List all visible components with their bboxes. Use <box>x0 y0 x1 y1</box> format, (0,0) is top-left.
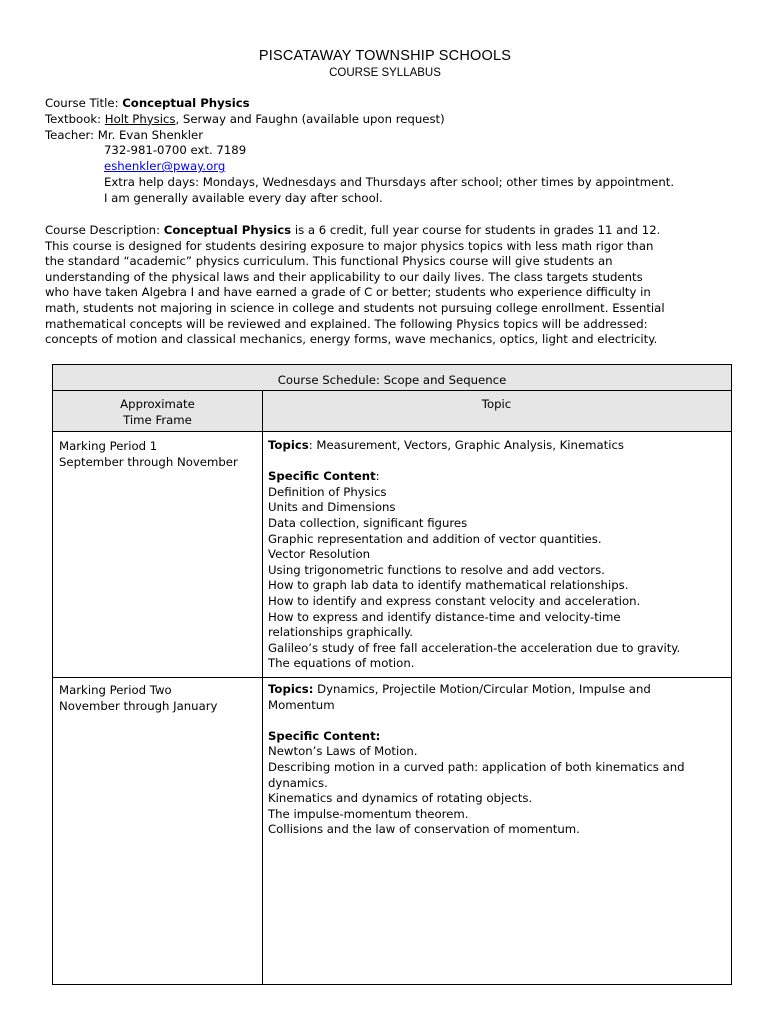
row2-topics-line <box>268 682 728 698</box>
row1-time-frame <box>59 438 259 470</box>
time-frame-header-line2: Time Frame <box>123 412 192 427</box>
course-description <box>45 223 735 348</box>
teacher-line <box>45 128 745 144</box>
row1-period: Marking Period 1 <box>59 439 158 453</box>
row2-topics-continued: Momentum <box>268 697 335 712</box>
row1-topics-label: Topics <box>268 438 309 452</box>
row2-specific-label: Specific Content: <box>268 728 381 743</box>
course-title-line <box>45 96 745 112</box>
content-item: Newton’s Laws of Motion. <box>268 744 418 759</box>
row2-time-frame <box>59 682 259 714</box>
time-frame-header-line1: Approximate <box>120 397 195 411</box>
row2-period: Marking Period Two <box>59 683 172 697</box>
content-item: The impulse-momentum theorem. <box>268 806 469 821</box>
description-line <box>45 223 735 239</box>
description-line: This course is designed for students desiring exposure to major physics topics with less math rigor than <box>45 238 654 253</box>
content-item: dynamics. <box>268 775 328 790</box>
document-type: COURSE SYLLABUS <box>329 67 441 79</box>
content-item: Units and Dimensions <box>268 500 396 515</box>
textbook-title: Holt Physics <box>104 111 176 126</box>
content-item: Vector Resolution <box>268 547 371 562</box>
course-title-value: Conceptual Physics <box>122 96 250 110</box>
content-item: relationships graphically. <box>268 625 414 640</box>
row1-specific-colon: : <box>375 469 380 484</box>
row2-months: November through January <box>59 699 218 713</box>
content-item: Collisions and the law of conservation of momentum. <box>268 822 580 837</box>
row2-topics-label: Topics: <box>268 682 314 696</box>
content-item: How to express and identify distance-time and velocity-time <box>268 609 621 624</box>
content-item: Using trigonometric functions to resolve and add vectors. <box>268 562 605 577</box>
row1-topic <box>268 438 728 672</box>
textbook-authors: , Serway and Faughn (available upon request) <box>175 111 445 126</box>
description-course-name: Conceptual Physics <box>163 223 292 237</box>
content-item: Galileo’s study of free fall acceleration-the acceleration due to gravity. <box>268 640 681 655</box>
extra-help-days: Extra help days: Mondays, Wednesdays and Thursdays after school; other times by appointment. <box>104 174 675 189</box>
teacher-phone: 732-981-0700 ext. 7189 <box>104 143 247 158</box>
course-info <box>45 96 745 207</box>
row2-topics-text: Dynamics, Projectile Motion/Circular Motion, Impulse and <box>313 682 651 696</box>
row-divider <box>53 677 731 678</box>
textbook-label: Textbook: <box>45 111 105 126</box>
content-item: How to identify and express constant velocity and acceleration. <box>268 593 641 608</box>
row1-specific-heading <box>268 469 728 485</box>
time-frame-header <box>53 391 262 432</box>
course-title-label: Course Title: <box>45 96 123 110</box>
row2-specific-heading <box>268 729 728 745</box>
content-item: Graphic representation and addition of vector quantities. <box>268 531 602 546</box>
teacher-email-link[interactable]: eshenkler@pway.org <box>104 159 226 174</box>
content-item: The equations of motion. <box>268 656 415 671</box>
row1-specific-label: Specific Content <box>268 469 376 484</box>
content-item: Definition of Physics <box>268 484 387 499</box>
teacher-name: Mr. Evan Shenkler <box>97 127 204 142</box>
row1-topics-line <box>268 438 728 454</box>
textbook-line <box>45 112 745 128</box>
row1-topics-text: : Measurement, Vectors, Graphic Analysis, Kinematics <box>308 438 625 452</box>
description-line: the standard “academic” physics curriculum. This functional Physics course will give students an <box>45 254 613 269</box>
content-item: Kinematics and dynamics of rotating objects. <box>268 791 533 806</box>
description-line: concepts of motion and classical mechanics, energy forms, wave mechanics, optics, light and electricity. <box>45 332 658 347</box>
school-name: PISCATAWAY TOWNSHIP SCHOOLS <box>258 48 512 64</box>
content-item: Data collection, significant figures <box>268 515 468 530</box>
content-item: Describing motion in a curved path: application of both kinematics and <box>268 759 685 774</box>
schedule-table <box>52 364 732 985</box>
teacher-label: Teacher: <box>45 127 98 142</box>
description-line: understanding of the physical laws and their applicability to our daily lives. The class targets students <box>45 269 643 284</box>
description-first-line: is a 6 credit, full year course for students in grades 11 and 12. <box>291 223 661 237</box>
teacher-email-line <box>45 159 745 175</box>
description-line: math, students not majoring in science in college and students not pursuing college enrollment. Essential <box>45 300 665 315</box>
description-line: mathematical concepts will be reviewed and explained. The following Physics topics will be addressed: <box>45 316 648 331</box>
content-item: How to graph lab data to identify mathematical relationships. <box>268 578 629 593</box>
column-divider <box>262 391 263 984</box>
availability-note: I am generally available every day after school. <box>104 190 383 205</box>
row2-topic <box>268 682 728 838</box>
schedule-caption: Course Schedule: Scope and Sequence <box>53 365 731 391</box>
description-line: who have taken Algebra I and have earned a grade of C or better; students who experience difficulty in <box>45 285 651 300</box>
row1-months: September through November <box>59 455 238 469</box>
topic-header: Topic <box>262 391 731 432</box>
description-label: Course Description: <box>45 223 164 237</box>
